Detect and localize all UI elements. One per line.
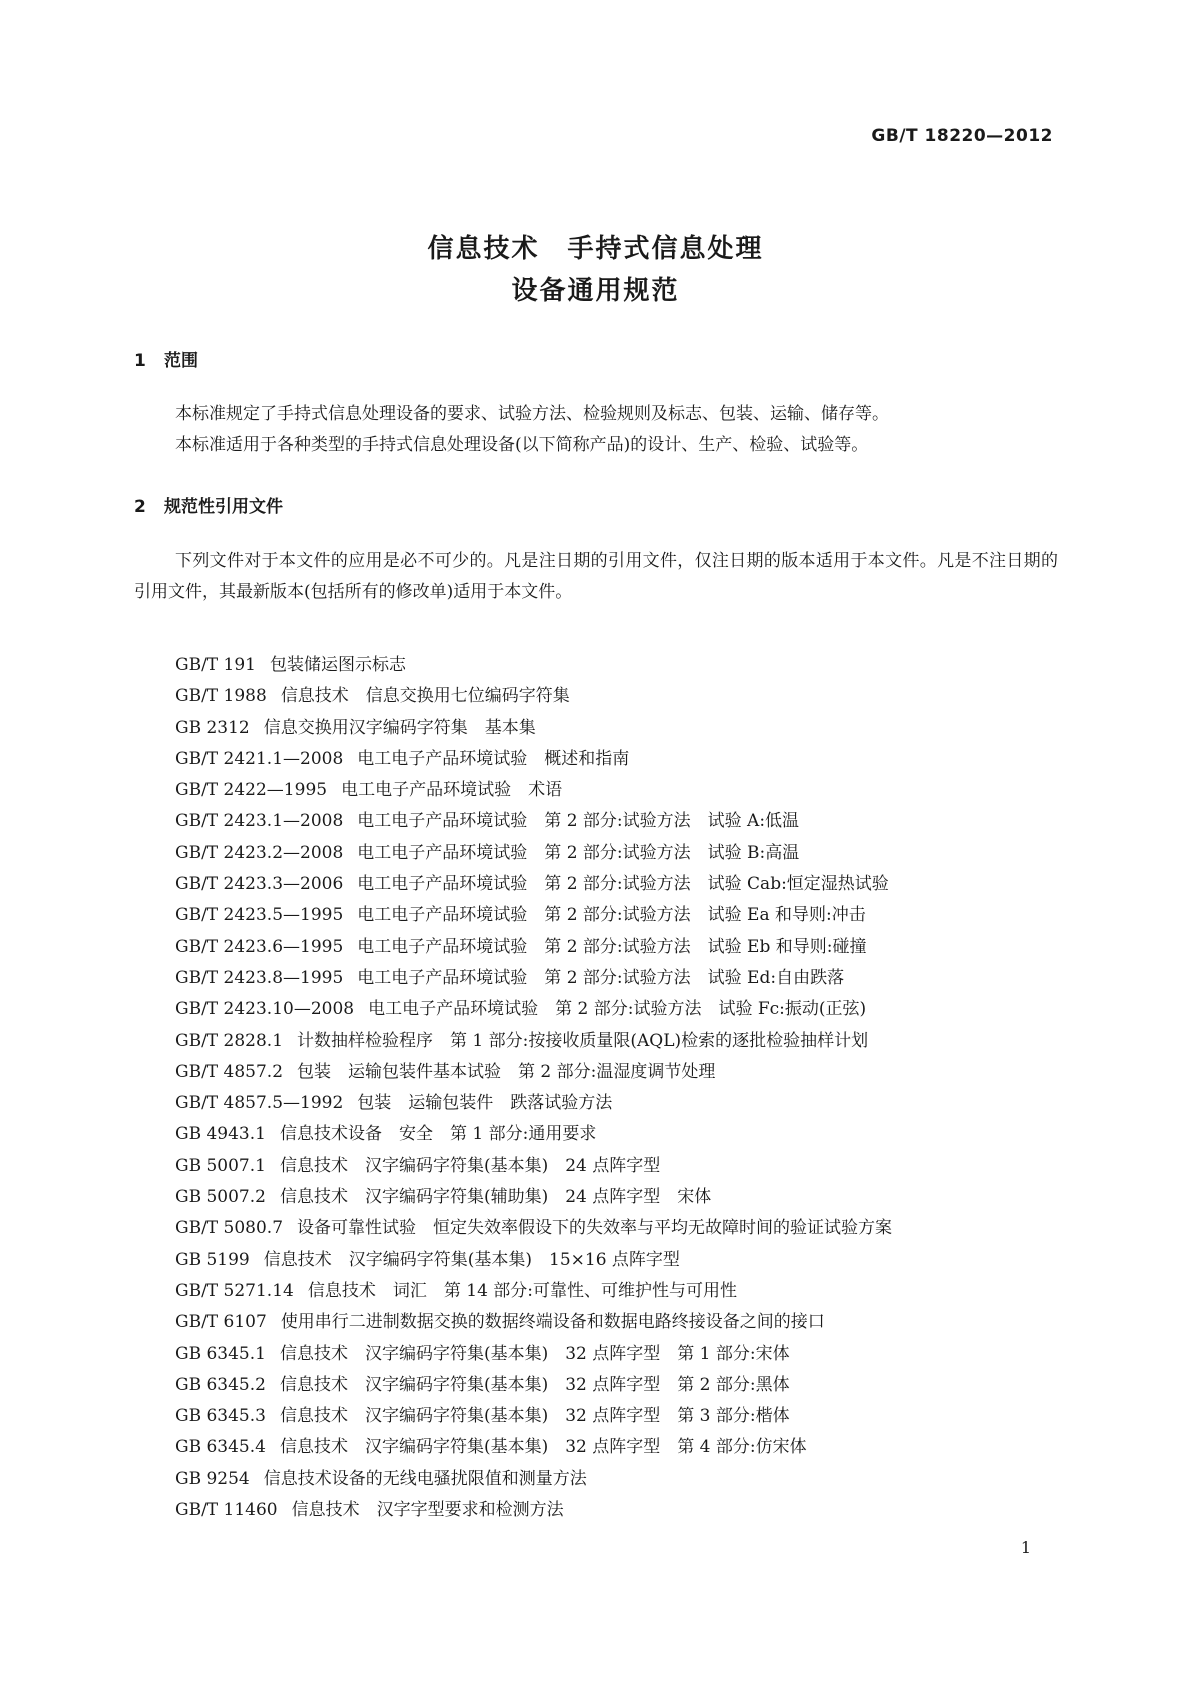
reference-item	[175, 1495, 1055, 1526]
reference-item	[175, 869, 1055, 900]
reference-item	[175, 1182, 1055, 1213]
reference-item	[175, 744, 1055, 775]
reference-title: 电工电子产品环境试验 第 2 部分:试验方法 试验 Eb 和导则:碰撞	[357, 936, 867, 957]
reference-title: 信息技术 汉字编码字符集(基本集) 15×16 点阵字型	[263, 1249, 680, 1270]
scope-paragraph-2: 本标准适用于各种类型的手持式信息处理设备(以下简称产品)的设计、生产、检验、试验等。	[175, 435, 869, 456]
reference-code: GB/T 5271.14	[175, 1280, 294, 1301]
section-1-body	[134, 399, 1058, 462]
scope-paragraph-1: 本标准规定了手持式信息处理设备的要求、试验方法、检验规则及标志、包装、运输、储存等。	[175, 404, 889, 424]
reference-code: GB/T 2423.3—2006	[175, 874, 344, 895]
section-2-title: 规范性引用文件	[164, 497, 283, 517]
reference-code: GB/T 2423.8—1995	[175, 967, 344, 988]
section-2-number: 2	[134, 497, 146, 517]
reference-code: GB/T 2828.1	[175, 1030, 284, 1051]
reference-code: GB/T 4857.2	[175, 1061, 284, 1082]
reference-item	[175, 1401, 1055, 1432]
reference-title: 信息技术 汉字编码字符集(基本集) 32 点阵字型 第 4 部分:仿宋体	[279, 1437, 807, 1458]
reference-title: 设备可靠性试验 恒定失效率假设下的失效率与平均无故障时间的验证试验方案	[297, 1218, 893, 1239]
section-1-number: 1	[134, 351, 146, 371]
document-title	[0, 228, 1191, 312]
reference-item	[175, 1432, 1055, 1463]
reference-title: 信息技术 汉字编码字符集(基本集) 32 点阵字型 第 3 部分:楷体	[279, 1406, 790, 1427]
reference-title: 电工电子产品环境试验 第 2 部分:试验方法 试验 Ea 和导则:冲击	[357, 905, 866, 926]
reference-title: 信息技术 信息交换用七位编码字符集	[280, 686, 570, 707]
reference-item	[175, 1464, 1055, 1495]
reference-code: GB/T 2423.1—2008	[175, 811, 344, 832]
reference-item	[175, 932, 1055, 963]
reference-code: GB 6345.4	[175, 1437, 266, 1458]
reference-item	[175, 713, 1055, 744]
reference-title: 包装 运输包装件 跌落试验方法	[357, 1093, 613, 1114]
section-2-heading	[134, 492, 283, 517]
reference-item	[175, 1119, 1055, 1150]
reference-code: GB/T 11460	[175, 1500, 278, 1521]
reference-code: GB 5007.1	[175, 1155, 266, 1176]
reference-item	[175, 1026, 1055, 1057]
reference-item	[175, 1245, 1055, 1276]
reference-code: GB/T 2423.6—1995	[175, 936, 344, 957]
reference-title: 电工电子产品环境试验 术语	[341, 780, 563, 801]
reference-item	[175, 806, 1055, 837]
reference-code: GB 2312	[175, 717, 250, 738]
reference-title: 信息技术 汉字字型要求和检测方法	[291, 1500, 564, 1521]
reference-code: GB/T 2423.2—2008	[175, 842, 344, 863]
reference-code: GB 5199	[175, 1249, 250, 1270]
reference-code: GB/T 2423.10—2008	[175, 999, 355, 1020]
reference-title: 信息技术 词汇 第 14 部分:可靠性、可维护性与可用性	[307, 1280, 738, 1301]
title-line-2: 设备通用规范	[511, 276, 680, 306]
reference-code: GB/T 2423.5—1995	[175, 905, 344, 926]
section-1-title: 范围	[164, 351, 198, 371]
page-number: 1	[1020, 1538, 1031, 1557]
reference-title: 电工电子产品环境试验 第 2 部分:试验方法 试验 A:低温	[357, 811, 800, 832]
reference-item	[175, 1057, 1055, 1088]
reference-title: 电工电子产品环境试验 第 2 部分:试验方法 试验 B:高温	[357, 842, 800, 863]
title-line-1: 信息技术 手持式信息处理	[427, 234, 764, 264]
reference-title: 电工电子产品环境试验 概述和指南	[357, 748, 630, 769]
reference-item	[175, 1151, 1055, 1182]
reference-item	[175, 838, 1055, 869]
reference-code: GB 4943.1	[175, 1124, 266, 1145]
reference-item	[175, 1307, 1055, 1338]
reference-title: 信息交换用汉字编码字符集 基本集	[263, 717, 536, 738]
reference-item	[175, 775, 1055, 806]
reference-code: GB/T 2421.1—2008	[175, 748, 344, 769]
reference-code: GB/T 4857.5—1992	[175, 1093, 344, 1114]
reference-code: GB 6345.2	[175, 1374, 266, 1395]
reference-list	[175, 650, 1055, 1526]
section-1-heading	[134, 346, 198, 371]
reference-code: GB 9254	[175, 1468, 250, 1489]
reference-title: 使用串行二进制数据交换的数据终端设备和数据电路终接设备之间的接口	[280, 1312, 825, 1333]
reference-item	[175, 900, 1055, 931]
reference-item	[175, 1088, 1055, 1119]
standard-number: GB/T 18220—2012	[871, 126, 1053, 146]
reference-title: 包装 运输包装件基本试验 第 2 部分:温湿度调节处理	[297, 1061, 716, 1082]
reference-item	[175, 1213, 1055, 1244]
reference-title: 信息技术 汉字编码字符集(辅助集) 24 点阵字型 宋体	[279, 1187, 712, 1208]
reference-code: GB/T 6107	[175, 1312, 267, 1333]
reference-code: GB/T 1988	[175, 686, 267, 707]
reference-item	[175, 1339, 1055, 1370]
reference-title: 计数抽样检验程序 第 1 部分:按接收质量限(AQL)检索的逐批检验抽样计划	[297, 1030, 869, 1051]
reference-title: 电工电子产品环境试验 第 2 部分:试验方法 试验 Cab:恒定湿热试验	[357, 874, 889, 895]
reference-code: GB 5007.2	[175, 1187, 266, 1208]
reference-item	[175, 1370, 1055, 1401]
reference-title: 电工电子产品环境试验 第 2 部分:试验方法 试验 Fc:振动(正弦)	[368, 999, 867, 1020]
reference-code: GB/T 5080.7	[175, 1218, 284, 1239]
reference-title: 电工电子产品环境试验 第 2 部分:试验方法 试验 Ed:自由跌落	[357, 967, 845, 988]
reference-code: GB 6345.3	[175, 1406, 266, 1427]
reference-code: GB 6345.1	[175, 1343, 266, 1364]
reference-item	[175, 994, 1055, 1025]
reference-code: GB/T 191	[175, 655, 256, 675]
reference-item	[175, 1276, 1055, 1307]
reference-code: GB/T 2422—1995	[175, 780, 328, 801]
reference-item	[175, 963, 1055, 994]
reference-title: 信息技术设备 安全 第 1 部分:通用要求	[279, 1124, 597, 1145]
reference-title: 信息技术 汉字编码字符集(基本集) 32 点阵字型 第 2 部分:黑体	[279, 1374, 790, 1395]
reference-title: 信息技术 汉字编码字符集(基本集) 32 点阵字型 第 1 部分:宋体	[279, 1343, 790, 1364]
reference-title: 信息技术设备的无线电骚扰限值和测量方法	[263, 1468, 587, 1489]
reference-item	[175, 650, 1055, 681]
reference-item	[175, 681, 1055, 712]
references-intro-paragraph: 下列文件对于本文件的应用是必不可少的。凡是注日期的引用文件，仅注日期的版本适用于本文件。凡是不注日期的引用文件，其最新版本(包括所有的修改单)适用于本文件。	[134, 551, 1058, 603]
section-2-intro	[134, 546, 1058, 609]
reference-title: 包装储运图示标志	[270, 655, 406, 675]
reference-title: 信息技术 汉字编码字符集(基本集) 24 点阵字型	[279, 1155, 661, 1176]
